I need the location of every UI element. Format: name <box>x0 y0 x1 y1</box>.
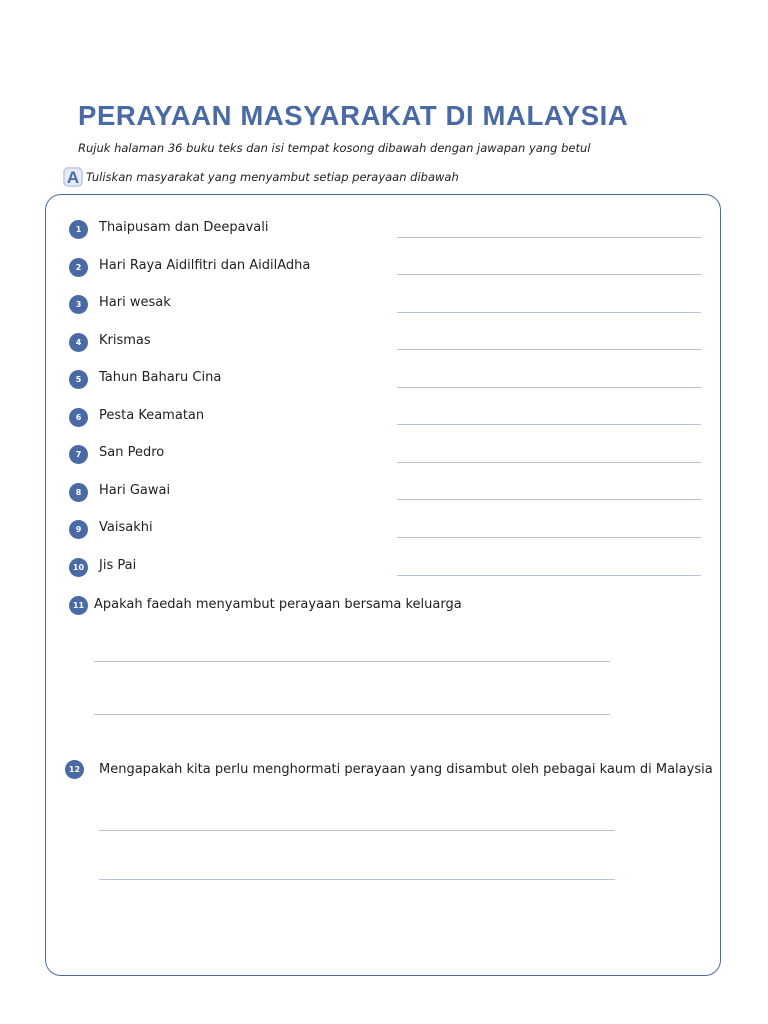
answer-line-5[interactable] <box>397 387 701 388</box>
item-number: 2 <box>69 258 88 277</box>
answer-line-12a[interactable] <box>99 830 615 831</box>
item-number: 3 <box>69 295 88 314</box>
answer-line-1[interactable] <box>397 237 701 238</box>
section-a-badge-icon <box>62 166 84 188</box>
page-subtitle: Rujuk halaman 36 buku teks dan isi tempat kosong dibawah dengan jawapan yang betul <box>78 141 591 155</box>
item-label: Hari Raya Aidilfitri dan AidilAdha <box>99 258 311 273</box>
item-number: 7 <box>69 445 88 464</box>
item-number: 6 <box>69 408 88 427</box>
item-number: 4 <box>69 333 88 352</box>
answer-line-4[interactable] <box>397 349 701 350</box>
item-label: Vaisakhi <box>99 520 153 535</box>
answer-line-2[interactable] <box>397 274 701 275</box>
answer-line-12b[interactable] <box>99 879 615 880</box>
question-text: Apakah faedah menyambut perayaan bersama keluarga <box>94 597 462 612</box>
answer-line-11b[interactable] <box>94 714 610 715</box>
answer-line-9[interactable] <box>397 537 701 538</box>
section-a-instruction: Tuliskan masyarakat yang menyambut setiap perayaan dibawah <box>86 170 459 184</box>
question-number: 12 <box>65 760 84 779</box>
item-label: Krismas <box>99 333 151 348</box>
item-label: Hari wesak <box>99 295 171 310</box>
answer-line-11a[interactable] <box>94 661 610 662</box>
item-number: 9 <box>69 520 88 539</box>
question-number: 11 <box>69 596 88 615</box>
answer-line-3[interactable] <box>397 312 701 313</box>
item-label: Hari Gawai <box>99 483 171 498</box>
item-number: 8 <box>69 483 88 502</box>
section-a-heading <box>62 166 459 188</box>
item-label: Thaipusam dan Deepavali <box>99 220 269 235</box>
item-number: 1 <box>69 220 88 239</box>
item-label: Pesta Keamatan <box>99 408 205 423</box>
answer-line-8[interactable] <box>397 499 701 500</box>
item-label: Tahun Baharu Cina <box>99 370 222 385</box>
answer-line-6[interactable] <box>397 424 701 425</box>
item-label: San Pedro <box>99 445 165 460</box>
item-number: 5 <box>69 370 88 389</box>
answer-line-10[interactable] <box>397 575 701 576</box>
question-text: Mengapakah kita perlu menghormati perayaan yang disambut oleh pebagai kaum di Malaysia <box>99 762 713 777</box>
section-a-letter: A <box>66 168 80 187</box>
item-label: Jis Pai <box>99 558 137 573</box>
page-title: PERAYAAN MASYARAKAT DI MALAYSIA <box>78 100 629 131</box>
item-number: 10 <box>69 558 88 577</box>
answer-line-7[interactable] <box>397 462 701 463</box>
